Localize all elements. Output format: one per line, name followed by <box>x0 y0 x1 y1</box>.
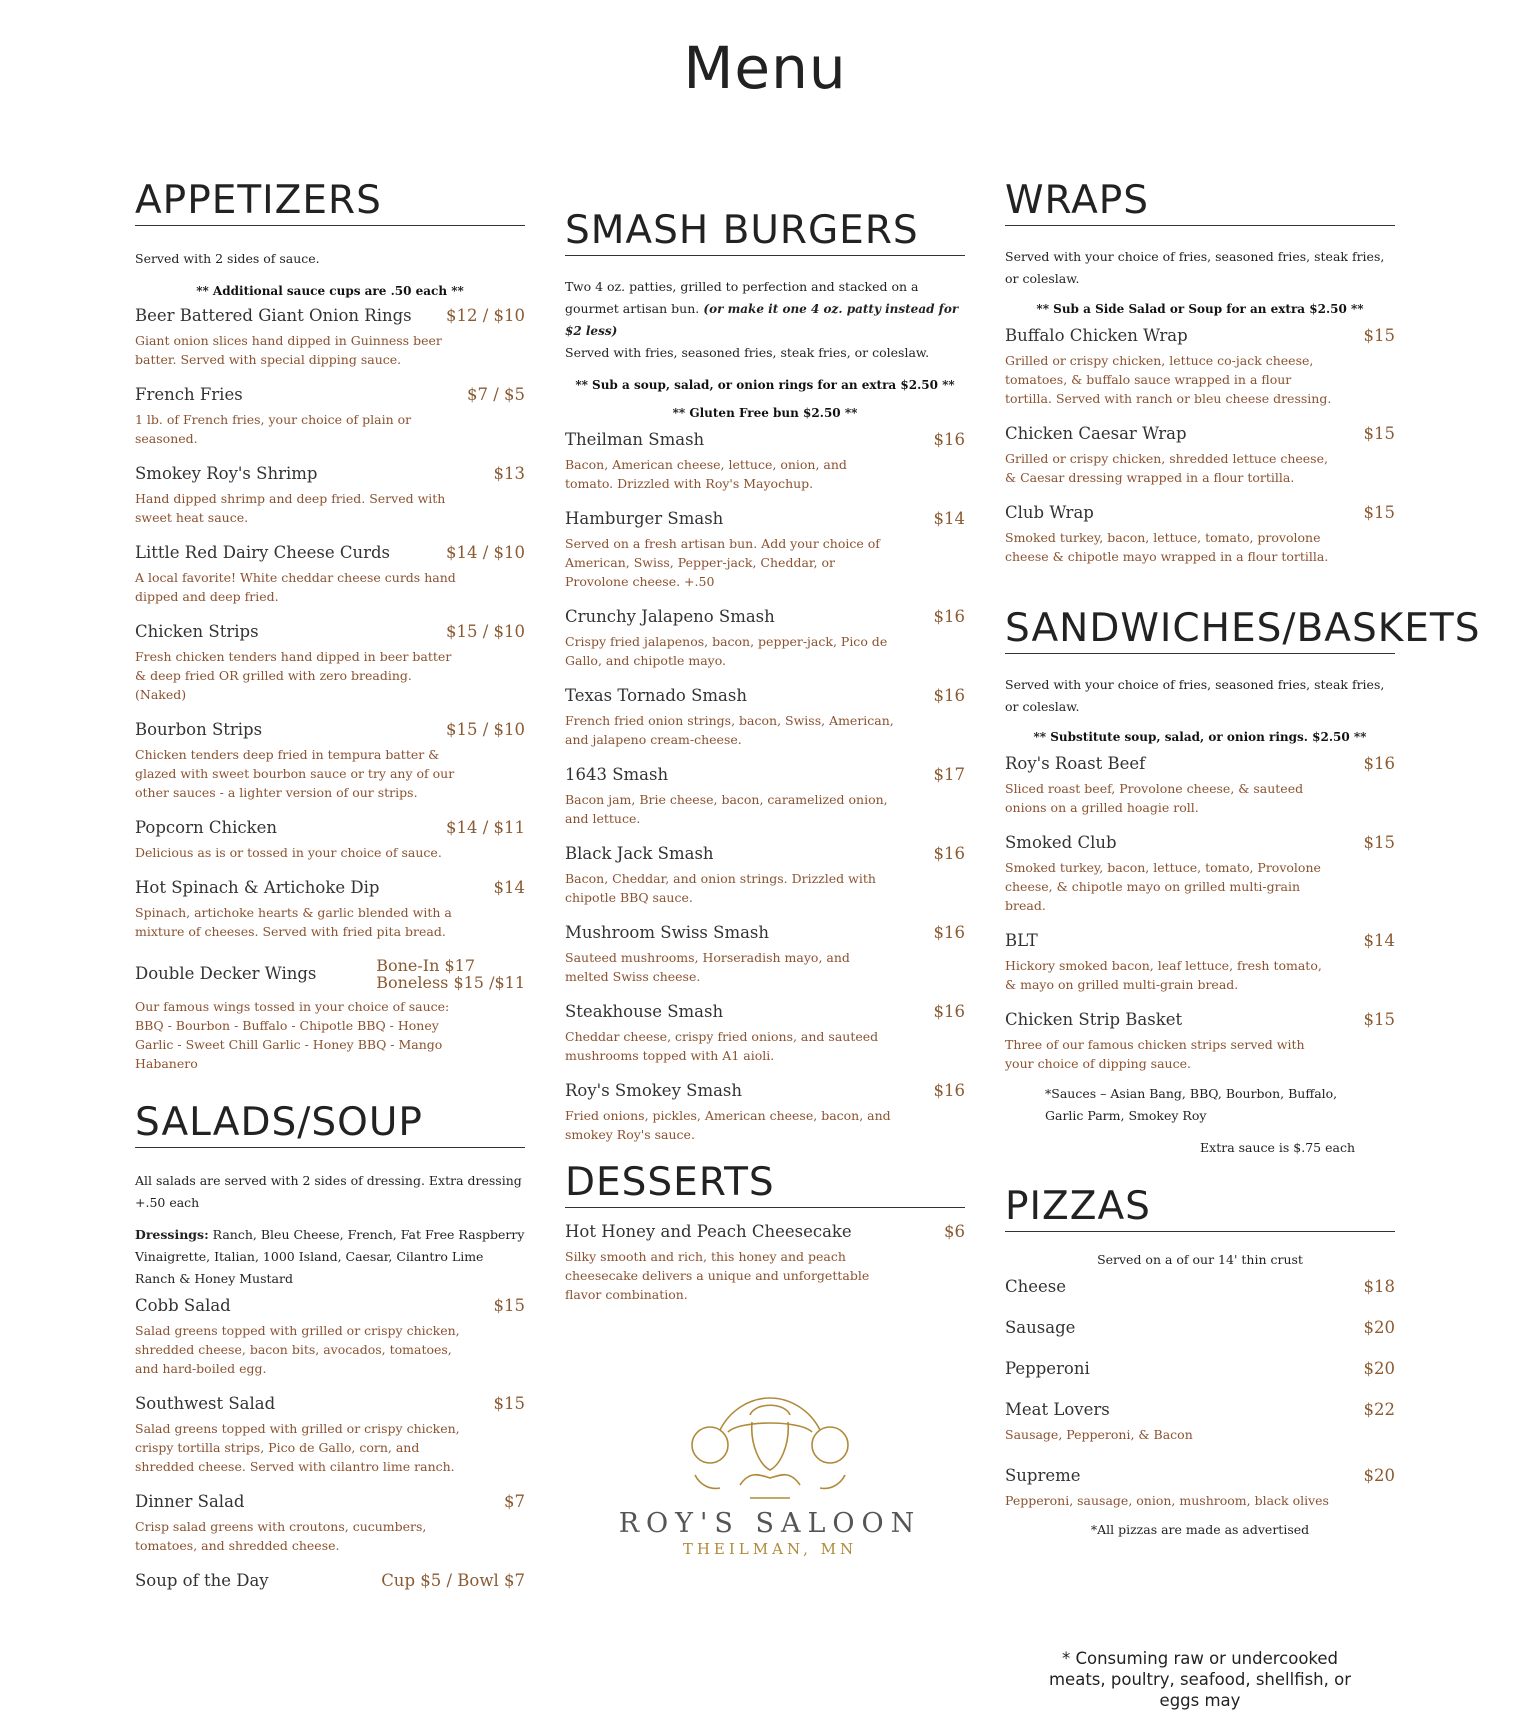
menu-item <box>565 765 965 828</box>
item-price: $15 <box>1363 832 1395 852</box>
item-name: Chicken Strip Basket <box>1005 1009 1183 1029</box>
appetizers-note: Served with 2 sides of sauce. <box>135 250 320 266</box>
item-price: Cup $5 / Bowl $7 <box>381 1570 525 1590</box>
wraps-extra-note: ** Sub a Side Salad or Soup for an extra $2.50 ** <box>1036 301 1364 316</box>
sandwiches-extra-note: ** Substitute soup, salad, or onion rings. $2.50 ** <box>1033 729 1367 744</box>
menu-item <box>565 844 965 907</box>
menu-item <box>1005 931 1395 994</box>
item-name: Mushroom Swiss Smash <box>565 922 770 942</box>
desserts-section <box>565 1162 965 1304</box>
salads-note: All salads are served with 2 sides of dressing. Extra dressing +.50 each <box>135 1172 522 1210</box>
item-name: Popcorn Chicken <box>135 817 278 837</box>
item-price: $15 / $10 <box>445 719 525 739</box>
item-price: $16 <box>933 922 965 942</box>
item-name: BLT <box>1005 930 1038 950</box>
menu-item <box>565 607 965 670</box>
item-name: Dinner Salad <box>135 1491 245 1511</box>
menu-item <box>565 430 965 493</box>
menu-item <box>1005 833 1395 915</box>
item-name: Hot Honey and Peach Cheesecake <box>565 1221 852 1241</box>
item-description: Bacon, American cheese, lettuce, onion, and tomato. Drizzled with Roy's Mayochup. <box>565 456 847 491</box>
burgers-heading: SMASH BURGERS <box>565 210 965 256</box>
item-description: Smoked turkey, bacon, lettuce, tomato, provolone cheese & chipotle mayo wrapped in a flour tortilla. <box>1005 529 1329 564</box>
item-description: Salad greens topped with grilled or crispy chicken, shredded cheese, bacon bits, avocados, tomatoes, and hard-boiled egg. <box>135 1322 460 1376</box>
logo-location: THEILMAN, MN <box>682 1540 858 1558</box>
menu-item <box>565 1002 965 1065</box>
menu-item <box>565 1222 965 1304</box>
item-description: Bacon, Cheddar, and onion strings. Drizzled with chipotle BBQ sauce. <box>565 870 876 905</box>
item-name: Theilman Smash <box>565 429 705 449</box>
item-name: 1643 Smash <box>565 764 669 784</box>
burgers-list <box>565 430 965 1144</box>
item-name: Bourbon Strips <box>135 719 263 739</box>
item-price: $12 / $10 <box>445 305 525 325</box>
item-description: Fresh chicken tenders hand dipped in beer batter & deep fried OR grilled with zero breading. (Naked) <box>135 648 452 702</box>
item-price: $20 <box>1363 1317 1395 1337</box>
item-name: Crunchy Jalapeno Smash <box>565 606 775 626</box>
sandwiches-note: Served with your choice of fries, seasoned fries, steak fries, or coleslaw. <box>1005 676 1385 714</box>
menu-item <box>1005 1359 1395 1378</box>
wraps-list <box>1005 326 1395 566</box>
dressings-list: Ranch, Bleu Cheese, French, Fat Free Raspberry Vinaigrette, Italian, 1000 Island, Caesar, Cilantro Lime Ranch & Honey Mustard <box>135 1226 525 1286</box>
sandwiches-section <box>1005 606 1481 1159</box>
menu-item-double-decker-wings <box>135 957 525 1073</box>
item-price: $15 <box>1363 423 1395 443</box>
item-price: $14 / $10 <box>445 542 525 562</box>
menu-item <box>135 1571 525 1590</box>
item-price: $14 / $11 <box>445 817 525 837</box>
menu-item <box>1005 503 1395 566</box>
wraps-section <box>1005 180 1395 566</box>
item-price <box>376 957 525 991</box>
item-price: $6 <box>944 1221 965 1241</box>
menu-item <box>1005 1277 1395 1296</box>
item-name: Cheese <box>1005 1276 1067 1296</box>
item-name: Texas Tornado Smash <box>565 685 747 705</box>
menu-item <box>135 720 525 802</box>
wraps-note: Served with your choice of fries, seasoned fries, steak fries, or coleslaw. <box>1005 248 1385 286</box>
item-description: Crisp salad greens with croutons, cucumbers, tomatoes, and shredded cheese. <box>135 1518 427 1553</box>
item-description: Bacon jam, Brie cheese, bacon, caramelized onion, and lettuce. <box>565 791 888 826</box>
menu-item <box>1005 424 1395 487</box>
menu-item <box>135 543 525 606</box>
sandwiches-list <box>1005 754 1395 1073</box>
menu-item <box>135 385 525 448</box>
item-description: Chicken tenders deep fried in tempura batter & glazed with sweet bourbon sauce or try any of our other sauces - a lighter version of our strips. <box>135 746 455 800</box>
pizzas-list <box>1005 1277 1395 1510</box>
item-description: A local favorite! White cheddar cheese curds hand dipped and deep fried. <box>135 569 456 604</box>
item-price: $16 <box>933 429 965 449</box>
item-price: $16 <box>933 685 965 705</box>
item-price: $13 <box>493 463 525 483</box>
cowgirl-logo-icon <box>600 1390 940 1505</box>
burgers-intro-sides: Served with fries, seasoned fries, steak fries, or coleslaw. <box>565 344 930 360</box>
item-name: Beer Battered Giant Onion Rings <box>135 305 412 325</box>
pizzas-heading: PIZZAS <box>1005 1186 1395 1232</box>
item-price: $18 <box>1363 1276 1395 1296</box>
item-description: Hickory smoked bacon, leaf lettuce, fresh tomato, & mayo on grilled multi-grain bread. <box>1005 957 1322 992</box>
item-name: Roy's Roast Beef <box>1005 753 1146 773</box>
roys-saloon-logo <box>600 1390 940 1560</box>
sandwiches-heading: SANDWICHES/BASKETS <box>1005 608 1395 654</box>
pizzas-footnote: *All pizzas are made as advertised <box>1090 1521 1310 1537</box>
food-safety-disclaimer: * Consuming raw or undercooked meats, poultry, seafood, shellfish, or eggs may <box>1048 1649 1352 1710</box>
item-price: $15 <box>493 1393 525 1413</box>
pizzas-note: Served on a of our 14' thin crust <box>1097 1251 1303 1267</box>
menu-item <box>1005 1466 1395 1510</box>
salads-heading: SALADS/SOUP <box>135 1102 525 1148</box>
wraps-heading: WRAPS <box>1005 180 1395 226</box>
menu-item <box>135 622 525 704</box>
appetizers-heading: APPETIZERS <box>135 180 525 226</box>
item-description: Three of our famous chicken strips served with your choice of dipping sauce. <box>1005 1036 1305 1071</box>
burgers-gluten-free-note: ** Gluten Free bun $2.50 ** <box>672 405 858 420</box>
appetizers-extra-note: ** Additional sauce cups are .50 each ** <box>196 283 464 298</box>
item-description: Sausage, Pepperoni, & Bacon <box>1005 1426 1193 1442</box>
item-description: Giant onion slices hand dipped in Guinness beer batter. Served with special dipping sauce. <box>135 332 442 367</box>
menu-item <box>565 923 965 986</box>
item-name: Smokey Roy's Shrimp <box>135 463 318 483</box>
menu-item <box>135 818 525 862</box>
menu-item <box>1005 754 1395 817</box>
item-description: Grilled or crispy chicken, shredded lettuce cheese, & Caesar dressing wrapped in a flour tortilla. <box>1005 450 1328 485</box>
item-price: $16 <box>1363 753 1395 773</box>
menu-item <box>135 464 525 527</box>
item-price: $20 <box>1363 1465 1395 1485</box>
menu-item <box>1005 1010 1395 1073</box>
item-description: French fried onion strings, bacon, Swiss, American, and jalapeno cream-cheese. <box>565 712 894 747</box>
item-name: Smoked Club <box>1005 832 1117 852</box>
item-name: Hot Spinach & Artichoke Dip <box>135 877 380 897</box>
item-name: Double Decker Wings <box>135 964 317 984</box>
item-price: $16 <box>933 843 965 863</box>
burgers-extra-note: ** Sub a soup, salad, or onion rings for an extra $2.50 ** <box>575 377 955 392</box>
item-description: Grilled or crispy chicken, lettuce co-jack cheese, tomatoes, & buffalo sauce wrapped in a flour tortilla. Served with ranch or bleu cheese dressing. <box>1005 352 1332 406</box>
menu-item <box>565 1081 965 1144</box>
item-name: Soup of the Day <box>135 1570 269 1590</box>
menu-item <box>135 1296 525 1378</box>
item-description: Pepperoni, sausage, onion, mushroom, black olives <box>1005 1492 1329 1508</box>
item-price: $14 <box>1363 930 1395 950</box>
item-name: Hamburger Smash <box>565 508 724 528</box>
item-price: $15 <box>493 1295 525 1315</box>
item-description: Served on a fresh artisan bun. Add your choice of American, Swiss, Pepper-jack, Cheddar, or Provolone cheese. +.50 <box>565 535 880 589</box>
item-description: Salad greens topped with grilled or crispy chicken, crispy tortilla strips, Pico de Gallo, corn, and shredded cheese. Served with cilantro lime ranch. <box>135 1420 460 1474</box>
item-name: Meat Lovers <box>1005 1399 1110 1419</box>
item-name: Steakhouse Smash <box>565 1001 724 1021</box>
item-price: $15 <box>1363 502 1395 522</box>
item-price: $14 <box>493 877 525 897</box>
logo-name: ROY'S SALOON <box>618 1508 922 1539</box>
item-price: $22 <box>1363 1399 1395 1419</box>
price-bone-in: Bone-In $17 <box>376 955 476 975</box>
item-price: $15 <box>1363 1009 1395 1029</box>
menu-item <box>1005 1400 1395 1444</box>
item-description: Smoked turkey, bacon, lettuce, tomato, Provolone cheese, & chipotle mayo on grilled multi-grain bread. <box>1005 859 1321 913</box>
burgers-intro <box>565 276 965 364</box>
menu-item <box>1005 1318 1395 1337</box>
item-price: $16 <box>933 1080 965 1100</box>
item-price: $16 <box>933 606 965 626</box>
price-boneless: Boneless $15 /$11 <box>376 972 525 992</box>
burgers-section <box>565 210 965 1144</box>
item-price: $15 / $10 <box>445 621 525 641</box>
item-name: Black Jack Smash <box>565 843 714 863</box>
item-name: French Fries <box>135 384 243 404</box>
item-price: $7 / $5 <box>466 384 525 404</box>
item-description: Cheddar cheese, crispy fried onions, and sauteed mushrooms topped with A1 aioli. <box>565 1028 879 1063</box>
item-description: Hand dipped shrimp and deep fried. Served with sweet heat sauce. <box>135 490 446 525</box>
item-name: Roy's Smokey Smash <box>565 1080 743 1100</box>
menu-item <box>135 1394 525 1476</box>
item-description: Sauteed mushrooms, Horseradish mayo, and melted Swiss cheese. <box>565 949 850 984</box>
item-description: Sliced roast beef, Provolone cheese, & sauteed onions on a grilled hoagie roll. <box>1005 780 1304 815</box>
item-description: Crispy fried jalapenos, bacon, pepper-jack, Pico de Gallo, and chipotle mayo. <box>565 633 888 668</box>
item-description: 1 lb. of French fries, your choice of plain or seasoned. <box>135 411 412 446</box>
item-name: Little Red Dairy Cheese Curds <box>135 542 391 562</box>
desserts-heading: DESSERTS <box>565 1162 965 1208</box>
item-name: Sausage <box>1005 1317 1076 1337</box>
page-title: Menu <box>683 34 847 102</box>
item-price: $16 <box>933 1001 965 1021</box>
item-price: $20 <box>1363 1358 1395 1378</box>
salads-list <box>135 1296 525 1590</box>
item-name: Supreme <box>1005 1465 1081 1485</box>
burgers-intro-option: (or make it one 4 oz. patty instead for $2 less) <box>565 301 959 338</box>
item-price: $17 <box>933 764 965 784</box>
item-price: $7 <box>504 1491 525 1511</box>
burgers-intro-text: Two 4 oz. patties, grilled to perfection and stacked on a gourmet artisan bun. <box>565 278 919 316</box>
item-name: Pepperoni <box>1005 1358 1090 1378</box>
item-description: Our famous wings tossed in your choice of sauce: BBQ - Bourbon - Buffalo - Chipotle BBQ - Honey Garlic - Sweet Chill Garlic - Honey BBQ - Mango Habanero <box>135 998 450 1071</box>
dressings-label: Dressings: <box>135 1226 209 1242</box>
menu-item <box>135 306 525 369</box>
salads-dressings <box>135 1224 525 1290</box>
appetizers-list <box>135 306 525 941</box>
item-description: Silky smooth and rich, this honey and peach cheesecake delivers a unique and unforgettable flavor combination. <box>565 1248 870 1302</box>
menu-item <box>135 878 525 941</box>
pizzas-section <box>1005 1186 1395 1537</box>
menu-item <box>1005 326 1395 408</box>
item-name: Cobb Salad <box>135 1295 231 1315</box>
menu-item <box>565 686 965 749</box>
item-description: Spinach, artichoke hearts & garlic blended with a mixture of cheeses. Served with fried pita bread. <box>135 904 452 939</box>
menu-item <box>135 1492 525 1555</box>
salads-section <box>135 1102 525 1590</box>
appetizers-section <box>135 180 525 1073</box>
item-name: Chicken Strips <box>135 621 259 641</box>
item-name: Buffalo Chicken Wrap <box>1005 325 1188 345</box>
item-name: Southwest Salad <box>135 1393 276 1413</box>
desserts-list <box>565 1222 965 1304</box>
item-description: Delicious as is or tossed in your choice of sauce. <box>135 844 442 860</box>
item-name: Club Wrap <box>1005 502 1094 522</box>
sauces-note: *Sauces – Asian Bang, BBQ, Bourbon, Buffalo, Garlic Parm, Smokey Roy <box>1045 1085 1338 1123</box>
item-price: $14 <box>933 508 965 528</box>
item-price: $15 <box>1363 325 1395 345</box>
extra-sauce-note: Extra sauce is $.75 each <box>1200 1139 1355 1155</box>
menu-item <box>565 509 965 591</box>
item-name: Chicken Caesar Wrap <box>1005 423 1187 443</box>
item-description: Fried onions, pickles, American cheese, bacon, and smokey Roy's sauce. <box>565 1107 891 1142</box>
